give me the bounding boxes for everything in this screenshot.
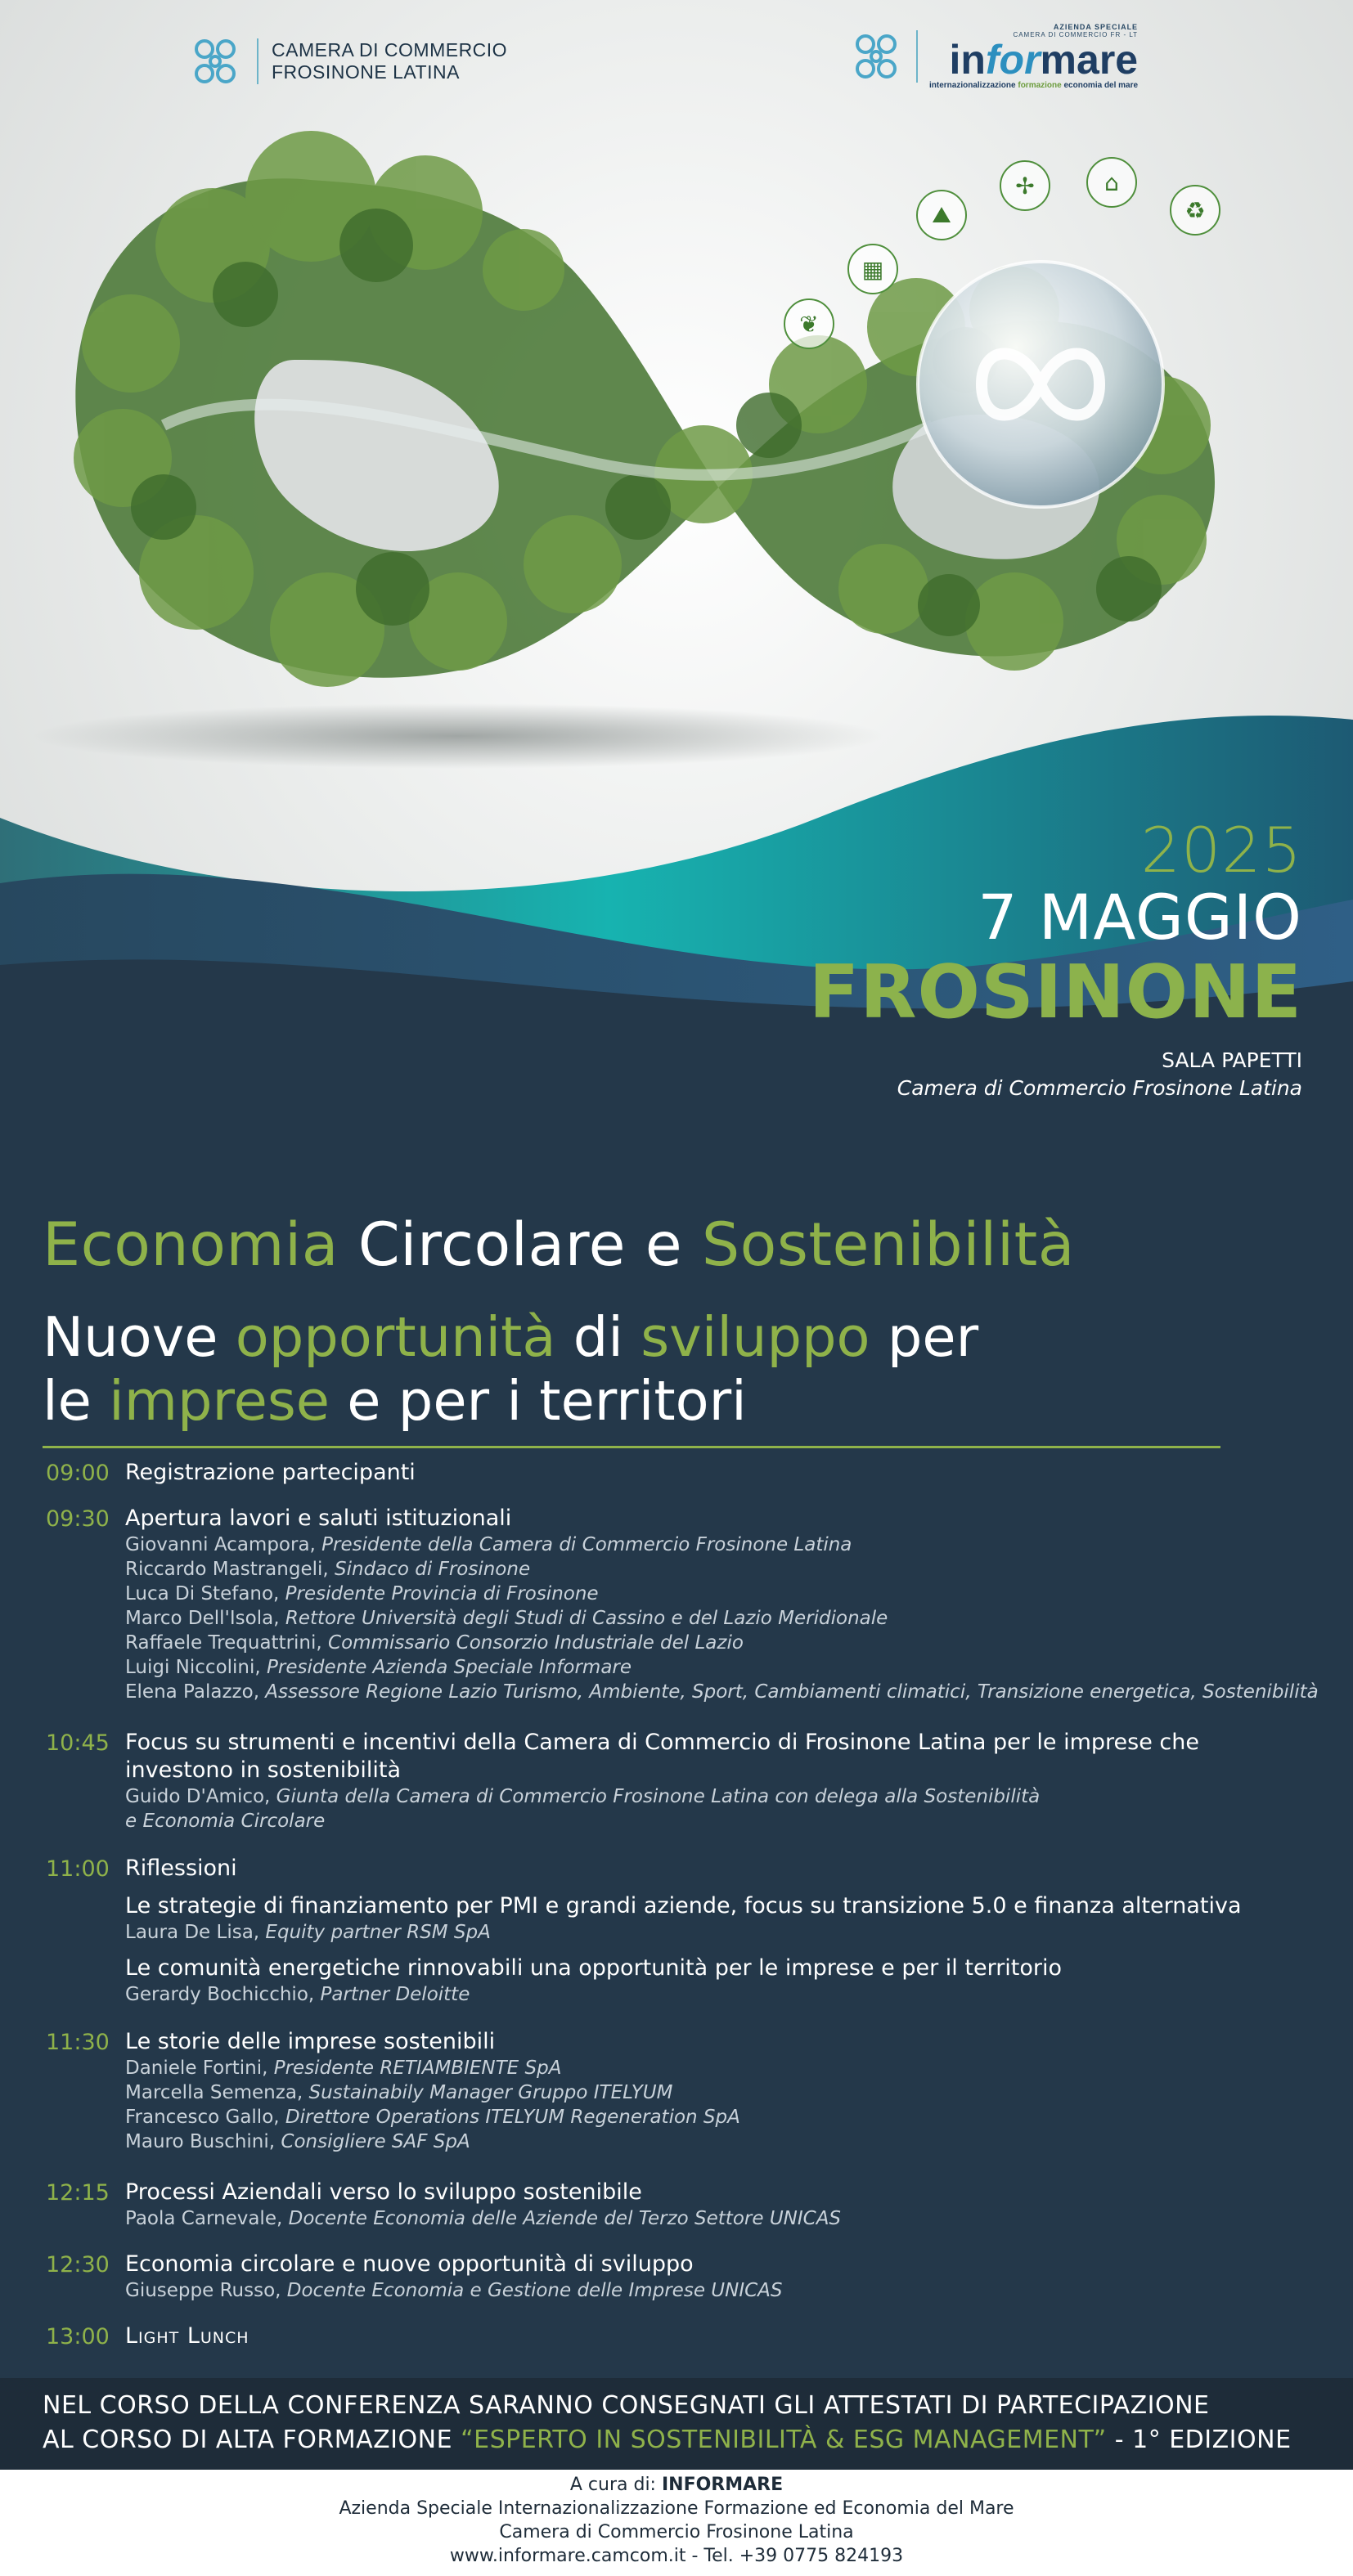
logo-divider <box>257 38 258 84</box>
footer-line-1 <box>0 2473 1353 2497</box>
speaker-role: Partner Deloitte <box>314 1984 470 2005</box>
speaker-name: Raffaele Trequattrini, <box>125 1632 322 1654</box>
speaker-name: Laura De Lisa, <box>125 1922 260 1943</box>
topic-title: Le comunità energetiche rinnovabili una opportunità per le imprese e per il territorio <box>125 1955 1063 1981</box>
camera-commercio-logo <box>187 33 507 90</box>
speaker-name: Giovanni Acampora, <box>125 1534 316 1555</box>
speaker-role: Sustainabily Manager Gruppo ITELYUM <box>303 2082 673 2103</box>
recycle-icon: ♻ <box>1170 185 1220 236</box>
camera-commercio-logo-icon <box>187 33 244 90</box>
slot-title: investono in sostenibilità <box>125 1757 402 1783</box>
slot-title: Processi Aziendali verso lo sviluppo sostenibile <box>125 2179 642 2205</box>
speaker-name: Francesco Gallo, <box>125 2107 280 2128</box>
speaker-line <box>125 1631 1319 1655</box>
footer-line-2: Azienda Speciale Internazionalizzazione Formazione ed Economia del Mare <box>339 2498 1014 2519</box>
brand-part-for: for <box>985 37 1041 83</box>
slot-time: 09:00 <box>46 1461 110 1486</box>
slot-title: Economia circolare e nuove opportunità di sviluppo <box>125 2251 694 2277</box>
subtitle-part: imprese <box>109 1369 330 1433</box>
speaker-role: Rettore Università degli Studi di Cassino e del Lazio Meridionale <box>279 1608 888 1629</box>
banner-line-2 <box>43 2424 1292 2457</box>
footer-contact[interactable]: www.informare.camcom.it - Tel. +39 0775 824193 <box>449 2546 904 2566</box>
speaker-role: Docente Economia e Gestione delle Imprese UNICAS <box>281 2280 783 2301</box>
speaker-line <box>125 1982 1319 2007</box>
title-word-economia: Economia <box>43 1210 339 1280</box>
speaker-role: Consigliere SAF SpA <box>275 2131 470 2152</box>
logo-line-1: CAMERA DI COMMERCIO <box>272 39 508 61</box>
speaker-line <box>125 1606 1319 1631</box>
speaker-name: Paola Carnevale, <box>125 2208 283 2229</box>
footer <box>0 2470 1353 2576</box>
speaker-line <box>125 1920 1319 1945</box>
speaker-name: Luca Di Stefano, <box>125 1583 280 1604</box>
speaker-line <box>125 1582 1319 1606</box>
subtitle-line-1 <box>43 1305 978 1369</box>
slot-time: 13:00 <box>46 2324 110 2349</box>
slot-title: Focus su strumenti e incentivi della Camera di Commercio di Frosinone Latina per le imprese che <box>125 1730 1199 1755</box>
tagline-part-3: economia del mare <box>1061 81 1139 90</box>
speaker-name: Marcella Semenza, <box>125 2082 303 2103</box>
slot-title: Registrazione partecipanti <box>125 1460 416 1485</box>
subtitle-part: le <box>43 1369 110 1433</box>
slot-time: 12:15 <box>46 2180 110 2206</box>
speaker-role: Presidente della Camera di Commercio Frosinone Latina <box>315 1534 852 1555</box>
slot-time: 11:00 <box>46 1856 110 1882</box>
speaker-line <box>125 1680 1319 1704</box>
informare-wordmark <box>949 38 1138 81</box>
solar-panel-icon: ▦ <box>847 244 898 294</box>
slot-title: Apertura lavori e saluti istituzionali <box>125 1506 512 1531</box>
informare-logo-icon <box>847 28 905 85</box>
speaker-name: Gerardy Bochicchio, <box>125 1984 315 2005</box>
speaker-line <box>125 1533 1319 1557</box>
event-title <box>43 1209 1075 1282</box>
slot-title: Riflessioni <box>125 1856 237 1881</box>
logo-line-2: FROSINONE LATINA <box>272 61 460 83</box>
tagline-part-1: internazionalizzazione <box>929 81 1018 90</box>
speaker-line <box>125 1557 1319 1582</box>
landscape-icon: ⛰ <box>916 190 967 240</box>
speaker-role: Presidente Provincia di Frosinone <box>279 1583 599 1604</box>
speaker-name: Riccardo Mastrangeli, <box>125 1559 329 1580</box>
topic-title: Le strategie di finanziamento per PMI e grandi aziende, focus su transizione 5.0 e finanza alternativa <box>125 1893 1242 1919</box>
speaker-name: Marco Dell'Isola, <box>125 1608 280 1629</box>
brand-part-in: in <box>949 37 986 83</box>
informare-tagline <box>929 81 1138 90</box>
speaker-role: Direttore Operations ITELYUM Regeneration SpA <box>279 2107 740 2128</box>
speaker-role: Presidente RETIAMBIENTE SpA <box>267 2058 562 2079</box>
tagline-part-2: formazione <box>1018 81 1062 90</box>
speaker-line <box>125 1809 1319 1833</box>
informare-brand <box>929 23 1138 90</box>
leaf-icon: ❦ <box>784 298 834 349</box>
logo-divider <box>916 30 918 83</box>
title-word-circolare: Circolare e <box>338 1210 702 1280</box>
brand-part-mare: mare <box>1040 37 1139 83</box>
speaker-line <box>125 2105 1319 2129</box>
footer-label: A cura di: <box>569 2475 662 2495</box>
speaker-line <box>125 2056 1319 2080</box>
event-date: 7 MAGGIO <box>978 881 1302 954</box>
speaker-name: Guido D'Amico, <box>125 1786 271 1807</box>
speaker-role: Commissario Consorzio Industriale del Lazio <box>321 1632 744 1654</box>
speaker-role: Sindaco di Frosinone <box>328 1559 531 1580</box>
speaker-line <box>125 2278 1319 2303</box>
event-date-block <box>808 814 1302 1102</box>
hero-section <box>0 0 1353 1194</box>
subtitle-part: Nuove <box>43 1305 236 1369</box>
banner-part: - 1° EDIZIONE <box>1106 2426 1292 2454</box>
speaker-line <box>125 1784 1319 1809</box>
speaker-role: Equity partner RSM SpA <box>259 1922 491 1943</box>
course-name: “ESPERTO IN SOSTENIBILITÀ & ESG MANAGEMENT” <box>461 2426 1107 2454</box>
subtitle-part: per <box>870 1305 979 1369</box>
speaker-name: Luigi Niccolini, <box>125 1657 261 1678</box>
event-venue: Camera di Commercio Frosinone Latina <box>897 1076 1302 1100</box>
slot-title: Light Lunch <box>125 2323 249 2349</box>
speaker-line <box>125 1655 1319 1680</box>
speaker-role: e Economia Circolare <box>125 1811 326 1832</box>
institution-icon: ⌂ <box>1086 157 1137 208</box>
footer-organizer: INFORMARE <box>661 2475 784 2495</box>
speaker-name: Daniele Fortini, <box>125 2058 268 2079</box>
informare-top-line-2: CAMERA DI COMMERCIO FR - LT <box>1013 31 1139 38</box>
event-city: FROSINONE <box>808 949 1302 1035</box>
wind-turbine-icon: ✢ <box>1000 160 1050 211</box>
banner-part: AL CORSO DI ALTA FORMAZIONE <box>43 2426 461 2454</box>
slot-time: 12:30 <box>46 2252 110 2278</box>
certificate-banner <box>0 2378 1353 2470</box>
speaker-name: Mauro Buschini, <box>125 2131 276 2152</box>
title-word-sostenibilita: Sostenibilità <box>701 1210 1075 1280</box>
subtitle-part: di <box>555 1305 641 1369</box>
speaker-line <box>125 2080 1319 2105</box>
footer-line-3: Camera di Commercio Frosinone Latina <box>499 2522 854 2542</box>
speaker-role: Presidente Azienda Speciale Informare <box>260 1657 632 1678</box>
slot-time: 10:45 <box>46 1730 110 1756</box>
event-room: SALA PAPETTI <box>1162 1048 1302 1072</box>
speaker-line <box>125 2206 1319 2231</box>
speaker-name: Elena Palazzo, <box>125 1681 259 1703</box>
speaker-role: Assessore Regione Lazio Turismo, Ambiente, Sport, Cambiamenti climatici, Transizione energetica, Sostenibilità <box>259 1681 1319 1703</box>
informare-top-line-1: AZIENDA SPECIALE <box>1053 23 1139 31</box>
banner-line-1: NEL CORSO DELLA CONFERENZA SARANNO CONSEGNATI GLI ATTESTATI DI PARTECIPAZIONE <box>43 2391 1210 2420</box>
subtitle-part: e per i territori <box>329 1369 747 1433</box>
speaker-line <box>125 2129 1319 2154</box>
slot-time: 09:30 <box>46 1506 110 1532</box>
title-divider <box>43 1446 1220 1448</box>
subtitle-part: sviluppo <box>641 1305 870 1369</box>
informare-logo <box>847 23 1138 90</box>
event-year: 2025 <box>1140 814 1302 886</box>
speaker-role: Giunta della Camera di Commercio Frosinone Latina con delega alla Sostenibilità <box>270 1786 1041 1807</box>
speaker-role: Docente Economia delle Aziende del Terzo Settore UNICAS <box>282 2208 842 2229</box>
speaker-name: Giuseppe Russo, <box>125 2280 281 2301</box>
camera-commercio-logo-text <box>272 39 507 83</box>
slot-time: 11:30 <box>46 2030 110 2055</box>
subtitle-part: opportunità <box>235 1305 556 1369</box>
event-subtitle <box>43 1305 978 1433</box>
slot-title: Le storie delle imprese sostenibili <box>125 2029 496 2054</box>
subtitle-line-2 <box>43 1369 978 1433</box>
